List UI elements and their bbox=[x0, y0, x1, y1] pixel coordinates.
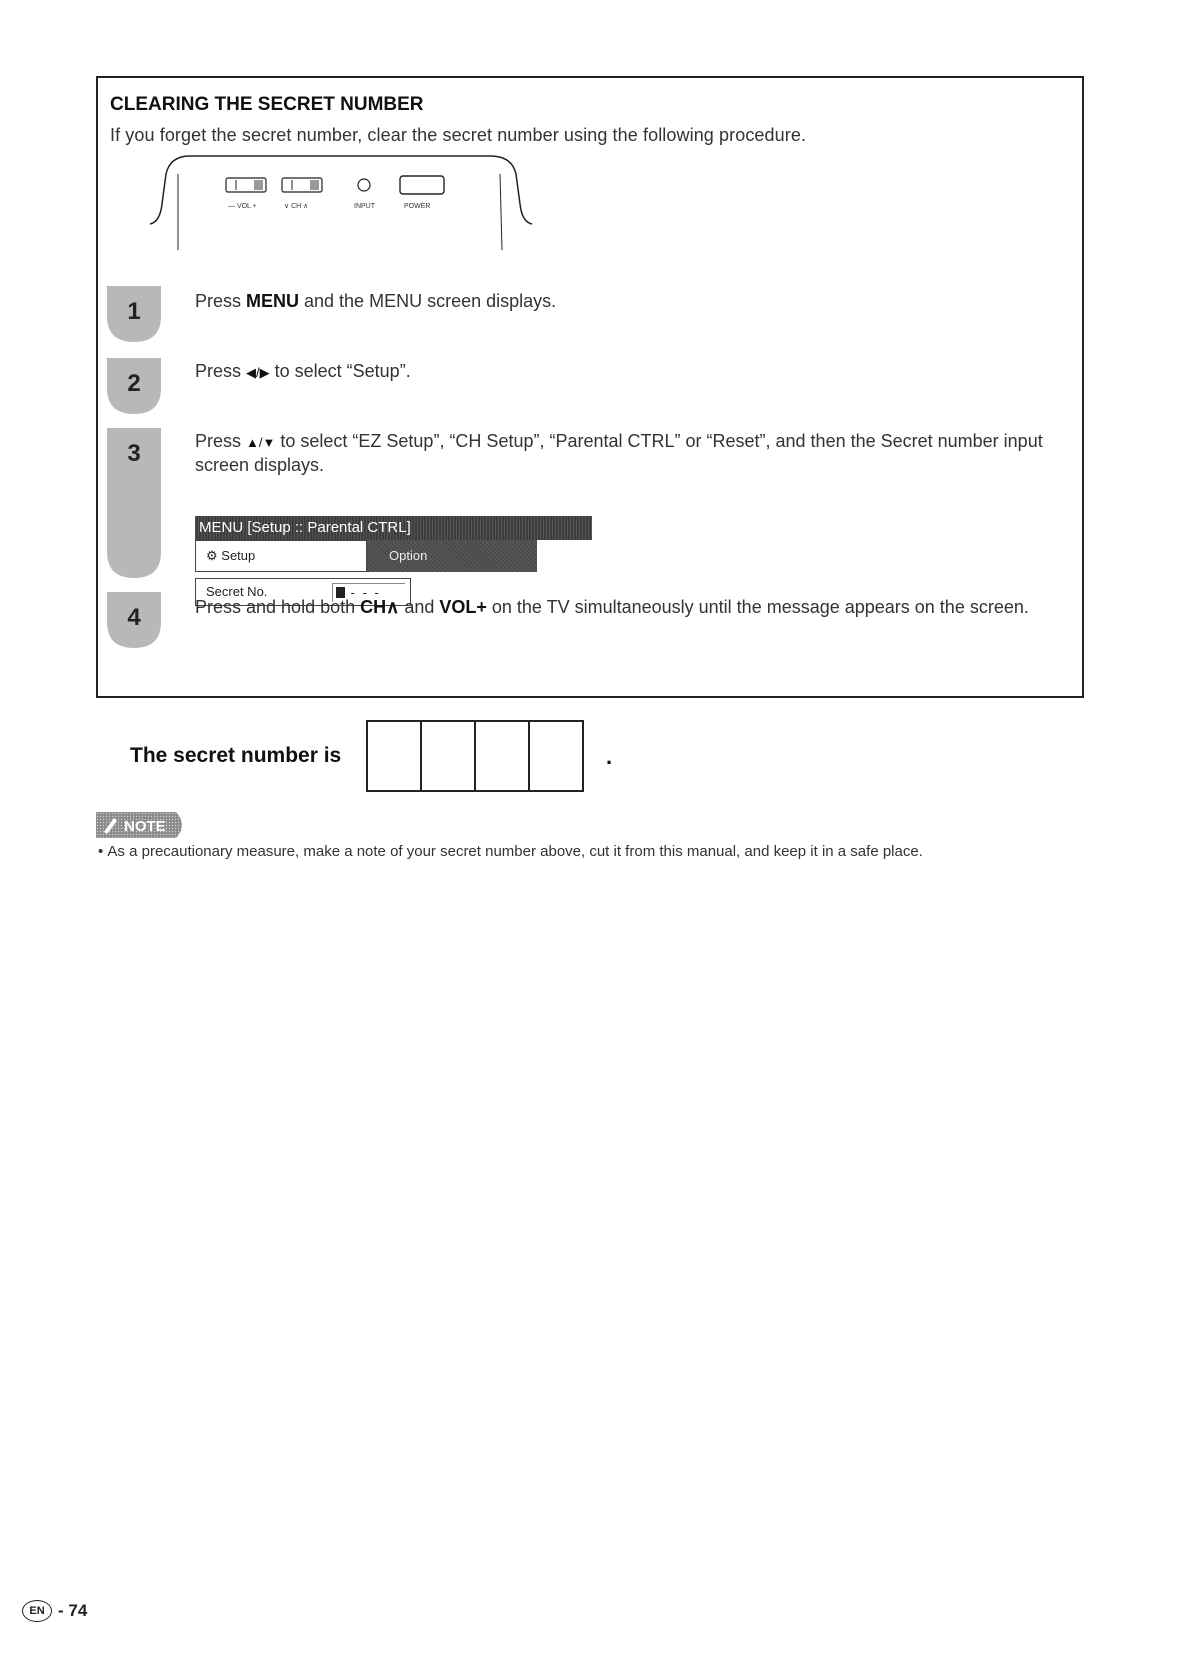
language-badge: EN bbox=[22, 1600, 52, 1622]
step-number: 3 bbox=[127, 440, 141, 467]
digit-box[interactable] bbox=[474, 720, 530, 792]
ch-label: ∨ CH ∧ bbox=[284, 203, 309, 210]
instruction-box bbox=[96, 76, 1084, 698]
step-1-badge bbox=[107, 286, 167, 342]
up-down-arrows-icon: ▲/▼ bbox=[246, 435, 276, 450]
page-number: - 74 bbox=[58, 1601, 88, 1620]
digit-box[interactable] bbox=[528, 720, 584, 792]
step-3-badge bbox=[107, 428, 167, 578]
tv-control-panel-icon bbox=[130, 154, 550, 264]
step-1-text: Press MENU and the MENU screen displays. bbox=[195, 291, 557, 311]
secret-trailing-dot: . bbox=[606, 744, 613, 769]
setup-icon: ⚙ bbox=[206, 548, 218, 563]
note-label: NOTE bbox=[124, 818, 166, 835]
input-label: INPUT bbox=[354, 203, 375, 210]
ch-up-key: CH∧ bbox=[360, 597, 400, 617]
step-number: 1 bbox=[127, 298, 141, 325]
vol-label: — VOL + bbox=[228, 203, 257, 210]
note-bullet: • As a precautionary measure, make a note of your secret number above, cut it from this manual, and keep it in a safe place. bbox=[98, 843, 923, 860]
bullet-icon: • bbox=[98, 843, 108, 860]
step-2-text: Press ◀/▶ to select “Setup”. bbox=[195, 361, 411, 381]
digit-box[interactable] bbox=[366, 720, 422, 792]
section-title: CLEARING THE SECRET NUMBER bbox=[110, 94, 424, 115]
tab-setup: ⚙ Setup bbox=[195, 540, 367, 572]
secret-no-value: - - - bbox=[332, 583, 405, 602]
step-number: 4 bbox=[127, 604, 141, 631]
section-intro: If you forget the secret number, clear the secret number using the following procedure. bbox=[110, 125, 807, 145]
secret-number-label: The secret number is bbox=[130, 744, 342, 767]
step-number: 2 bbox=[127, 370, 141, 397]
power-label: POWER bbox=[404, 203, 431, 210]
left-right-arrows-icon: ◀/▶ bbox=[246, 365, 270, 380]
note-badge bbox=[96, 812, 188, 838]
digit-box[interactable] bbox=[420, 720, 476, 792]
step-3-text: Press ▲/▼ to select “EZ Setup”, “CH Setup”, “Parental CTRL” or “Reset”, and then the Secret number input screen displays. bbox=[195, 431, 1043, 475]
step-4-text: Press and hold both CH∧ and VOL+ on the TV simultaneously until the message appears on the screen. bbox=[195, 597, 1029, 617]
page-footer bbox=[22, 1600, 87, 1622]
secret-no-row: Secret No. - - - bbox=[195, 578, 411, 606]
vol-plus-key: VOL+ bbox=[439, 597, 487, 617]
secret-digit-boxes bbox=[366, 720, 582, 792]
tab-option: Option bbox=[367, 540, 537, 572]
menu-key: MENU bbox=[246, 291, 300, 311]
step-2-badge bbox=[107, 358, 167, 414]
step-4-badge bbox=[107, 592, 167, 648]
menu-breadcrumb-bar: MENU [Setup :: Parental CTRL] bbox=[195, 516, 592, 540]
